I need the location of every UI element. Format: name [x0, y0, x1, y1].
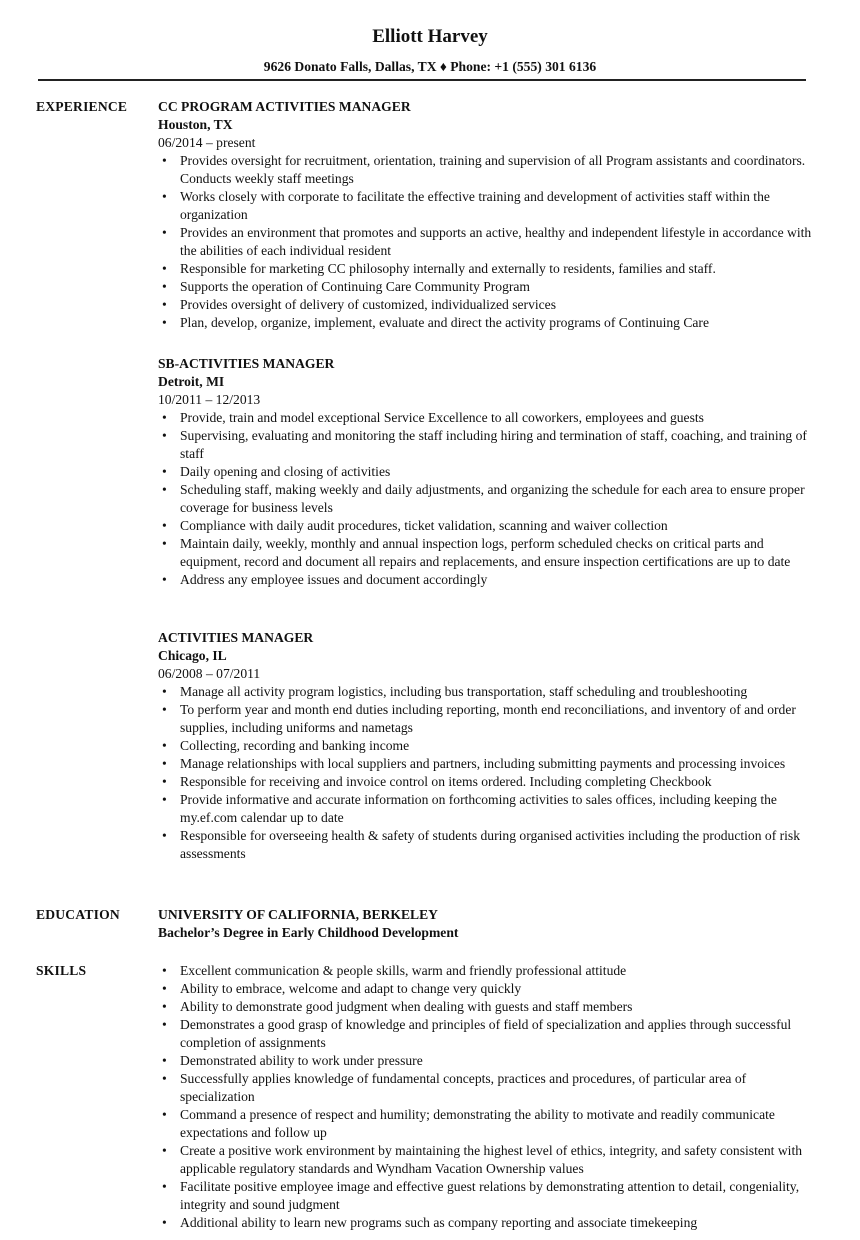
job-2: [158, 355, 818, 589]
bullet-item: • Provides oversight for recruitment, orientation, training and supervision of all Program assistants and coordinators. Conducts weekly staff meetings: [158, 152, 818, 188]
job-dates: 06/2014 – present: [158, 135, 256, 150]
job-location: Houston, TX: [158, 117, 233, 132]
education-entry: [158, 906, 818, 942]
bullet-item: • Scheduling staff, making weekly and daily adjustments, and organizing the schedule for each area to ensure proper coverage for business levels: [158, 481, 818, 517]
job-bullets: [158, 683, 818, 863]
job-title: ACTIVITIES MANAGER: [158, 630, 314, 645]
experience-section-label: EXPERIENCE: [36, 99, 128, 114]
skill-item: • Excellent communication & people skills, warm and friendly professional attitude: [158, 962, 818, 980]
candidate-name: Elliott Harvey: [372, 26, 488, 47]
skill-item: • Demonstrated ability to work under pressure: [158, 1052, 818, 1070]
job-title: CC PROGRAM ACTIVITIES MANAGER: [158, 99, 411, 114]
bullet-item: • Provides an environment that promotes and supports an active, healthy and independent lifestyle in accordance with the abilities of each individual resident: [158, 224, 818, 260]
bullet-item: • Maintain daily, weekly, monthly and annual inspection logs, perform scheduled checks on critical parts and equipment, record and document all repairs and replacements, and ensure inspection certifications are up to date: [158, 535, 818, 571]
bullet-item: • Provides oversight of delivery of customized, individualized services: [158, 296, 818, 314]
header-divider: [38, 79, 806, 81]
education-section-label: EDUCATION: [36, 907, 120, 922]
school-name: UNIVERSITY OF CALIFORNIA, BERKELEY: [158, 907, 438, 922]
bullet-item: • To perform year and month end duties including reporting, month end reconciliations, and inventory of and order supplies, including uniforms and nametags: [158, 701, 818, 737]
skill-item: • Additional ability to learn new programs such as company reporting and associate timekeeping: [158, 1214, 818, 1232]
skill-item: • Ability to embrace, welcome and adapt to change very quickly: [158, 980, 818, 998]
skill-item: • Command a presence of respect and humility; demonstrating the ability to motivate and readily communicate expectations and follow up: [158, 1106, 818, 1142]
bullet-item: • Address any employee issues and document accordingly: [158, 571, 818, 589]
skill-item: • Successfully applies knowledge of fundamental concepts, practices and procedures, of particular area of specialization: [158, 1070, 818, 1106]
bullet-item: • Collecting, recording and banking income: [158, 737, 818, 755]
job-bullets: [158, 152, 818, 332]
bullet-item: • Supervising, evaluating and monitoring the staff including hiring and termination of staff, coaching, and training of staff: [158, 427, 818, 463]
degree: Bachelor’s Degree in Early Childhood Development: [158, 925, 459, 940]
bullet-item: • Supports the operation of Continuing Care Community Program: [158, 278, 818, 296]
skills-list: [158, 962, 818, 1232]
job-location: Chicago, IL: [158, 648, 227, 663]
bullet-item: • Provide, train and model exceptional Service Excellence to all coworkers, employees and guests: [158, 409, 818, 427]
skill-item: • Demonstrates a good grasp of knowledge and principles of field of specialization and applies through successful completion of assignments: [158, 1016, 818, 1052]
job-bullets: [158, 409, 818, 589]
bullet-item: • Works closely with corporate to facilitate the effective training and development of activities staff within the organization: [158, 188, 818, 224]
skill-item: • Facilitate positive employee image and effective guest relations by demonstrating attention to detail, congeniality, integrity and sound judgment: [158, 1178, 818, 1214]
bullet-item: • Manage relationships with local suppliers and partners, including submitting payments and processing invoices: [158, 755, 818, 773]
job-dates: 06/2008 – 07/2011: [158, 666, 261, 681]
skill-item: • Create a positive work environment by maintaining the highest level of ethics, integrity, and safety consistent with applicable regulatory standards and Wyndham Vacation Ownership values: [158, 1142, 818, 1178]
skill-item: • Ability to demonstrate good judgment when dealing with guests and staff members: [158, 998, 818, 1016]
job-3: [158, 629, 818, 863]
job-dates: 10/2011 – 12/2013: [158, 392, 261, 407]
bullet-item: • Manage all activity program logistics, including bus transportation, staff scheduling and troubleshooting: [158, 683, 818, 701]
bullet-item: • Responsible for receiving and invoice control on items ordered. Including completing Checkbook: [158, 773, 818, 791]
skills-section-label: SKILLS: [36, 963, 87, 978]
bullet-item: • Responsible for overseeing health & safety of students during organised activities including the production of risk assessments: [158, 827, 818, 863]
bullet-item: • Responsible for marketing CC philosophy internally and externally to residents, families and staff.: [158, 260, 818, 278]
job-title: SB-ACTIVITIES MANAGER: [158, 356, 335, 371]
contact-line: 9626 Donato Falls, Dallas, TX ♦ Phone: +1 (555) 301 6136: [263, 59, 597, 74]
bullet-item: • Compliance with daily audit procedures, ticket validation, scanning and waiver collection: [158, 517, 818, 535]
job-location: Detroit, MI: [158, 374, 225, 389]
bullet-item: • Daily opening and closing of activities: [158, 463, 818, 481]
bullet-item: • Plan, develop, organize, implement, evaluate and direct the activity programs of Continuing Care: [158, 314, 818, 332]
job-1: [158, 98, 818, 332]
bullet-item: • Provide informative and accurate information on forthcoming activities to sales offices, including keeping the my.ef.com calendar up to date: [158, 791, 818, 827]
skills-bullets: [158, 962, 818, 1232]
